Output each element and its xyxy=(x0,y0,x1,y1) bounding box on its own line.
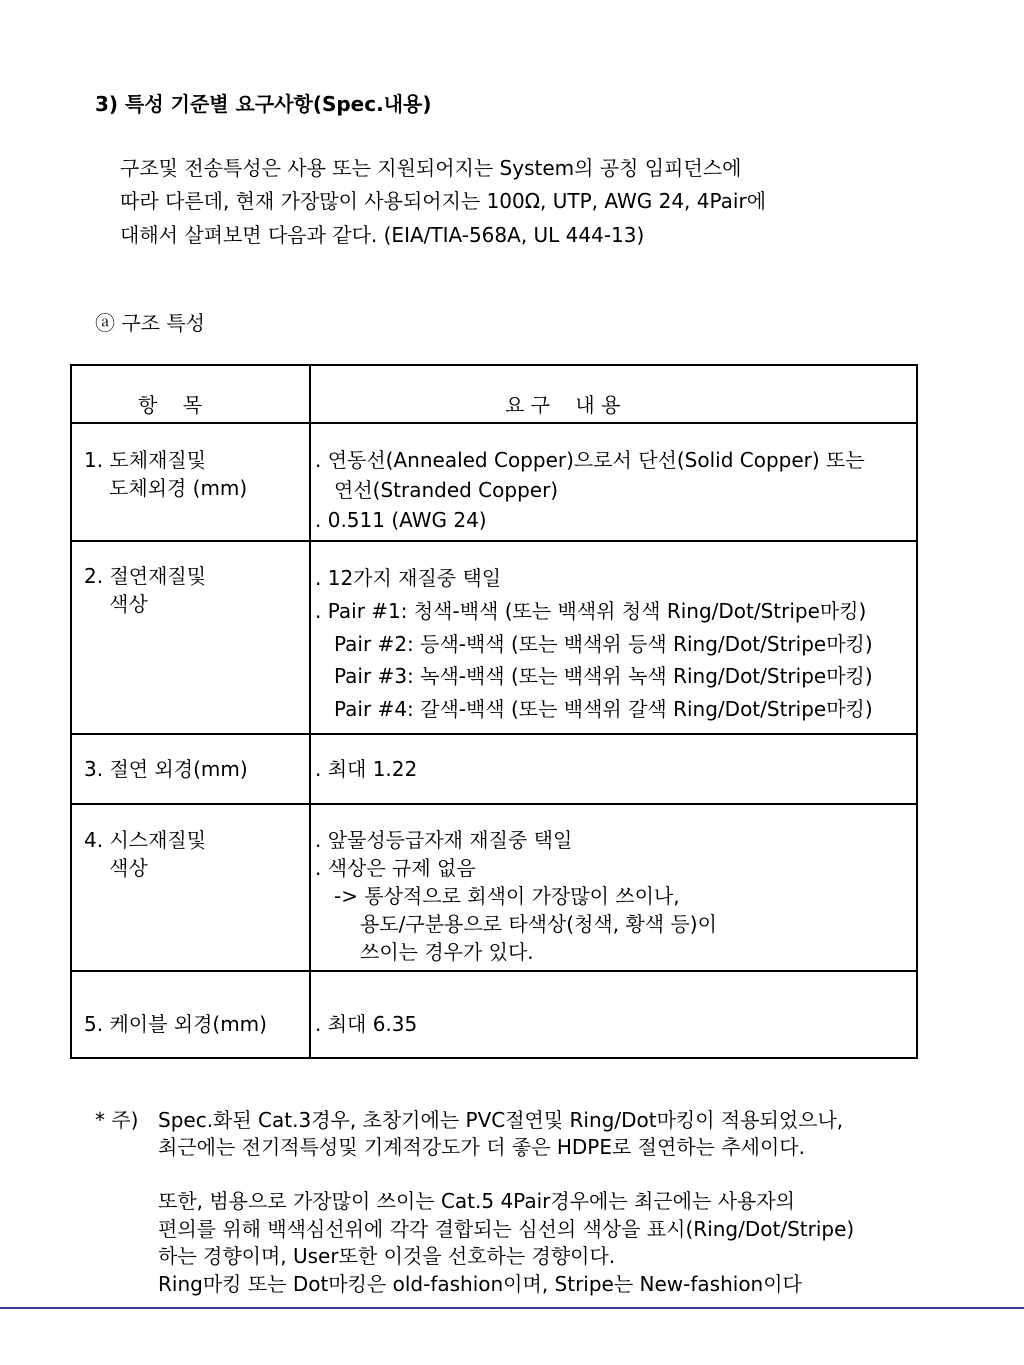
row-divider xyxy=(72,803,916,805)
row-divider xyxy=(72,422,916,424)
column-divider xyxy=(309,366,311,1057)
row-requirement: . Pair #1: 청색-백색 (또는 백색위 청색 Ring/Dot/Stripe마킹) xyxy=(315,599,867,623)
note-line: 또한, 범용으로 가장많이 쓰이는 Cat.5 4Pair경우에는 최근에는 사용자의 xyxy=(158,1189,795,1213)
row-item-label: 색상 xyxy=(109,856,148,880)
row-divider xyxy=(72,970,916,972)
row-requirement: . 최대 1.22 xyxy=(315,757,418,781)
footer-rule xyxy=(0,1307,1024,1309)
row-item-label: 1. 도체재질및 xyxy=(84,448,207,472)
row-requirement: Pair #3: 녹색-백색 (또는 백색위 녹색 Ring/Dot/Stripe마킹) xyxy=(334,664,873,688)
section-title: 3) 특성 기준별 요구사항(Spec.내용) xyxy=(95,92,432,116)
row-requirement: Pair #4: 갈색-백색 (또는 백색위 갈색 Ring/Dot/Stripe마킹) xyxy=(334,697,873,721)
row-requirement: -> 통상적으로 회색이 가장많이 쓰이나, xyxy=(334,884,680,908)
row-item-label: 4. 시스재질및 xyxy=(84,828,207,852)
row-item-label: 도체외경 (mm) xyxy=(109,476,248,500)
note-line: Ring마킹 또는 Dot마킹은 old-fashion이며, Stripe는 New-fashion이다 xyxy=(158,1272,802,1296)
note-label: * 주) xyxy=(95,1108,139,1132)
row-divider xyxy=(72,540,916,542)
row-item-label: 색상 xyxy=(109,592,148,616)
row-item-label: 5. 케이블 외경(mm) xyxy=(84,1012,267,1036)
subsection-title: ⓐ 구조 특성 xyxy=(95,311,205,335)
intro-line: 따라 다른데, 현재 가장많이 사용되어지는 100Ω, UTP, AWG 24, 4Pair에 xyxy=(120,189,767,213)
row-requirement: . 앞물성등급자재 재질중 택일 xyxy=(315,828,573,852)
note-line: Spec.화된 Cat.3경우, 초창기에는 PVC절연및 Ring/Dot마킹이 적용되었으나, xyxy=(158,1108,844,1132)
spec-table xyxy=(70,364,918,1059)
row-requirement: 쓰이는 경우가 있다. xyxy=(360,940,534,964)
intro-line: 대해서 살펴보면 다음과 같다. (EIA/TIA-568A, UL 444-13) xyxy=(120,223,645,247)
row-requirement: . 12가지 재질중 택일 xyxy=(315,566,502,590)
row-requirement: Pair #2: 등색-백색 (또는 백색위 등색 Ring/Dot/Stripe마킹) xyxy=(334,632,873,656)
row-item-label: 2. 절연재질및 xyxy=(84,564,207,588)
note-line: 최근에는 전기적특성및 기계적강도가 더 좋은 HDPE로 절연하는 추세이다. xyxy=(158,1135,805,1159)
intro-line: 구조및 전송특성은 사용 또는 지원되어지는 System의 공칭 임피던스에 xyxy=(120,156,742,180)
header-requirement: 요 구 내 용 xyxy=(505,393,621,417)
note-line: 하는 경향이며, User또한 이것을 선호하는 경향이다. xyxy=(158,1244,616,1268)
row-requirement: 용도/구분용으로 타색상(청색, 황색 등)이 xyxy=(360,912,717,936)
row-item-label: 3. 절연 외경(mm) xyxy=(84,757,248,781)
header-item: 항 목 xyxy=(138,393,203,417)
row-requirement: . 0.511 (AWG 24) xyxy=(315,508,487,532)
row-requirement: 연선(Stranded Copper) xyxy=(334,478,559,502)
row-requirement: . 최대 6.35 xyxy=(315,1012,418,1036)
row-requirement: . 색상은 규제 없음 xyxy=(315,856,476,880)
note-line: 편의를 위해 백색심선위에 각각 결합되는 심선의 색상을 표시(Ring/Dot/Stripe) xyxy=(158,1217,855,1241)
row-divider xyxy=(72,733,916,735)
row-requirement: . 연동선(Annealed Copper)으로서 단선(Solid Copper) 또는 xyxy=(315,448,865,472)
